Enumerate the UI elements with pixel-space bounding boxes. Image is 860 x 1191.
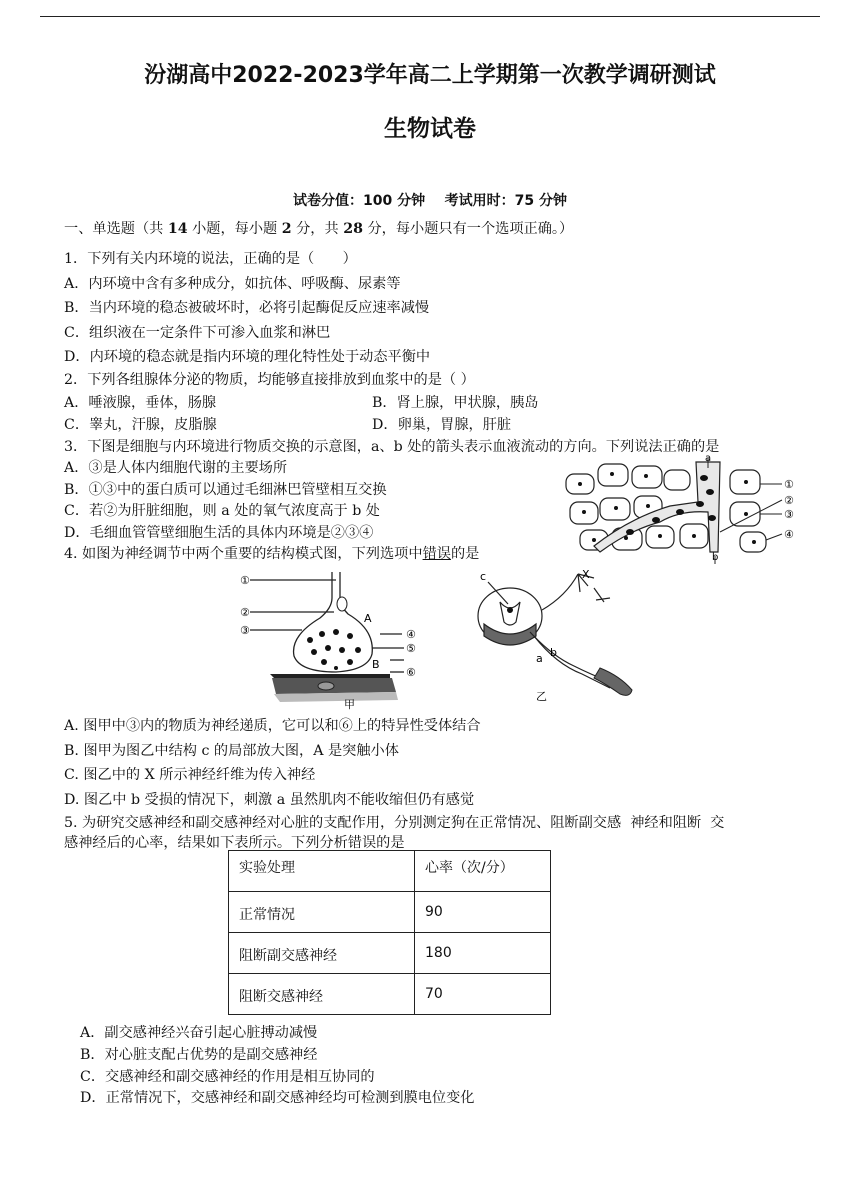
table-row xyxy=(229,892,551,933)
q5-option-d[interactable]: D．正常情况下，交感神经和副交感神经均可检测到膜电位变化 xyxy=(80,1090,475,1106)
q1-option-c[interactable]: C．组织液在一定条件下可渗入血浆和淋巴 xyxy=(64,325,331,341)
q4-option-b[interactable]: B. 图甲为图乙中结构 c 的局部放大图，A 是突触小体 xyxy=(64,743,399,759)
q4-yi-caption: 乙 xyxy=(536,690,547,703)
q3-label-2: ② xyxy=(784,494,794,507)
q3-option-b[interactable]: B．①③中的蛋白质可以通过毛细淋巴管壁相互交换 xyxy=(64,482,387,498)
q4-yi-label-X: X xyxy=(582,568,590,581)
q2-option-a[interactable]: A．唾液腺，垂体，肠腺 xyxy=(64,395,217,411)
q5-option-a[interactable]: A．副交感神经兴奋引起心脏搏动减慢 xyxy=(80,1025,318,1041)
q4-reflex-arc-figure xyxy=(470,566,650,706)
q1-option-b[interactable]: B．当内环境的稳态被破坏时，必将引起酶促反应速率减慢 xyxy=(64,300,430,316)
q4-yi-label-b: b xyxy=(550,646,557,659)
q5-option-b[interactable]: B．对心脏支配占优势的是副交感神经 xyxy=(80,1047,318,1063)
table-cell: 正常情况 xyxy=(229,892,415,933)
q2-option-d[interactable]: D．卵巢，胃腺，肝脏 xyxy=(372,417,512,433)
q4-yi-label-c: c xyxy=(480,570,487,583)
table-row xyxy=(229,974,551,1015)
q4-jia-label-5: ⑤ xyxy=(406,642,416,655)
q3-label-a: a xyxy=(705,453,712,464)
table-header-rate: 心率（次/分） xyxy=(415,851,551,892)
q4-jia-caption: 甲 xyxy=(344,698,355,710)
q5-stem-line2: 感神经后的心率，结果如下表所示。下列分析错误的是 xyxy=(64,835,405,851)
q5-option-c[interactable]: C．交感神经和副交感神经的作用是相互协同的 xyxy=(80,1069,375,1085)
q3-label-4: ④ xyxy=(784,528,794,541)
subject-title: 生物试卷 xyxy=(384,116,476,142)
heart-rate-table xyxy=(228,850,551,1015)
q1-stem: 1．下列有关内环境的说法，正确的是（ ） xyxy=(64,251,357,267)
section-heading: 一、单选题（共 14 小题，每小题 2 分，共 28 分，每小题只有一个选项正确。） xyxy=(64,221,574,237)
exam-info: 试卷分值：100 分钟 考试用时：75 分钟 xyxy=(293,193,567,209)
q4-jia-label-A: A xyxy=(364,612,372,625)
q4-jia-label-4: ④ xyxy=(406,628,416,641)
q3-option-c[interactable]: C．若②为肝脏细胞，则 a 处的氧气浓度高于 b 处 xyxy=(64,503,380,519)
q4-jia-label-1: ① xyxy=(240,574,250,587)
q4-jia-label-6: ⑥ xyxy=(406,666,416,679)
q4-synapse-figure xyxy=(240,570,440,710)
table-cell: 阻断交感神经 xyxy=(229,974,415,1015)
q4-option-c[interactable]: C. 图乙中的 X 所示神经纤维为传入神经 xyxy=(64,767,316,783)
q3-tissue-figure xyxy=(560,452,810,567)
q3-stem: 3．下图是细胞与内环境进行物质交换的示意图，a、b 处的箭头表示血液流动的方向。下列说法正确的是 xyxy=(64,439,720,455)
table-cell: 70 xyxy=(415,974,551,1015)
q2-option-c[interactable]: C．睾丸，汗腺，皮脂腺 xyxy=(64,417,217,433)
q2-option-b[interactable]: B．肾上腺，甲状腺，胰岛 xyxy=(372,395,539,411)
table-header-treatment: 实验处理 xyxy=(229,851,415,892)
table-cell: 180 xyxy=(415,933,551,974)
q1-option-a[interactable]: A．内环境中含有多种成分，如抗体、呼吸酶、尿素等 xyxy=(64,276,401,292)
q2-stem: 2．下列各组腺体分泌的物质，均能够直接排放到血浆中的是（ ） xyxy=(64,372,475,388)
table-header-row xyxy=(229,851,551,892)
q4-jia-label-3: ③ xyxy=(240,624,250,637)
q5-stem-line1: 5. 为研究交感神经和副交感神经对心脏的支配作用，分别测定狗在正常情况、阻断副交感 神经和阻断 交 xyxy=(64,815,725,831)
q4-stem: 4. 如图为神经调节中两个重要的结构模式图，下列选项中错误的是 xyxy=(64,546,480,562)
q4-jia-label-B: B xyxy=(372,658,380,671)
q3-label-b: b xyxy=(712,552,719,563)
table-cell: 90 xyxy=(415,892,551,933)
q3-label-3: ③ xyxy=(784,508,794,521)
q4-option-d[interactable]: D. 图乙中 b 受损的情况下，刺激 a 虽然肌肉不能收缩但仍有感觉 xyxy=(64,792,475,808)
q3-option-d[interactable]: D．毛细血管管壁细胞生活的具体内环境是②③④ xyxy=(64,525,374,541)
q1-option-d[interactable]: D．内环境的稳态就是指内环境的理化特性处于动态平衡中 xyxy=(64,349,431,365)
exam-title: 汾湖高中2022-2023学年高二上学期第一次教学调研测试 xyxy=(144,63,716,88)
q3-option-a[interactable]: A．③是人体内细胞代谢的主要场所 xyxy=(64,460,288,476)
top-rule xyxy=(40,16,820,17)
q3-label-1: ① xyxy=(784,478,794,491)
q4-jia-label-2: ② xyxy=(240,606,250,619)
table-row xyxy=(229,933,551,974)
q4-yi-label-a: a xyxy=(536,652,543,665)
table-cell: 阻断副交感神经 xyxy=(229,933,415,974)
q4-option-a[interactable]: A. 图甲中③内的物质为神经递质，它可以和⑥上的特异性受体结合 xyxy=(64,718,481,734)
